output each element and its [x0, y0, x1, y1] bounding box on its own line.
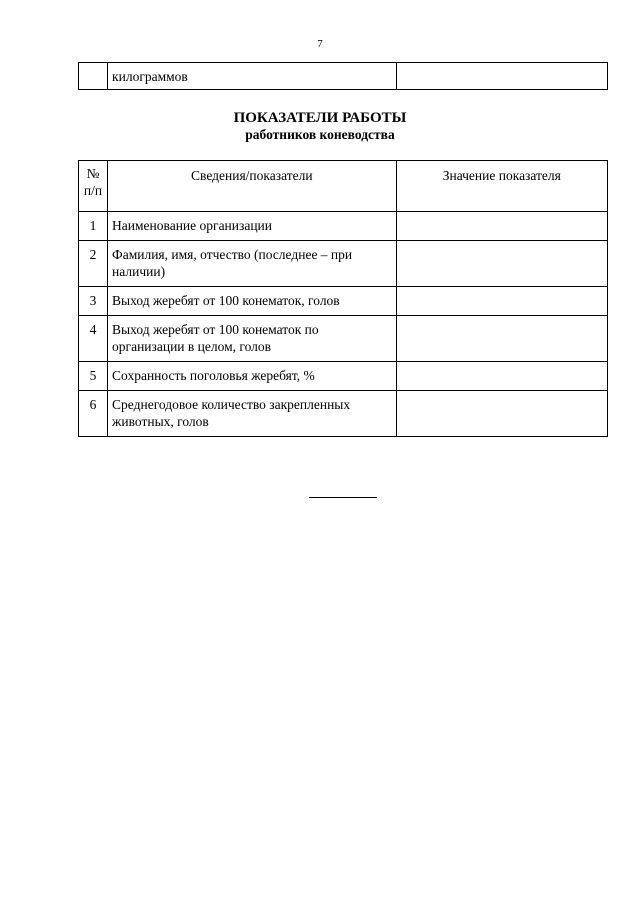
- table-row: [79, 316, 608, 362]
- header-value: Значение показателя: [396, 161, 607, 212]
- header-indicator: Сведения/показатели: [108, 161, 397, 212]
- row-indicator-cell: Фамилия, имя, отчество (последнее – при наличии): [108, 241, 397, 287]
- table-row: [79, 287, 608, 316]
- table-row: [79, 241, 608, 287]
- table-row: [79, 63, 608, 90]
- row-indicator-cell: Выход жеребят от 100 конематок по организации в целом, голов: [108, 316, 397, 362]
- row-value-cell: [396, 362, 607, 391]
- header-number-line2: п/п: [83, 183, 103, 198]
- row-value-cell: [396, 212, 607, 241]
- row-indicator-cell: Выход жеребят от 100 конематок, голов: [108, 287, 397, 316]
- title-subtitle: работников коневодства: [245, 127, 395, 142]
- indicators-table: [78, 160, 608, 437]
- row-label-cell: килограммов: [108, 63, 397, 90]
- document-title: [0, 109, 640, 143]
- continuation-table: [78, 62, 608, 90]
- row-number-cell: 1: [79, 212, 108, 241]
- row-value-cell: [396, 63, 607, 90]
- row-value-cell: [396, 316, 607, 362]
- header-number-line1: №: [86, 166, 100, 181]
- table-row: [79, 391, 608, 437]
- row-number-cell: 6: [79, 391, 108, 437]
- row-number-cell: 2: [79, 241, 108, 287]
- row-number-cell: [79, 63, 108, 90]
- title-main: ПОКАЗАТЕЛИ РАБОТЫ: [233, 110, 407, 126]
- row-number-cell: 4: [79, 316, 108, 362]
- end-divider-line: [309, 497, 377, 498]
- row-value-cell: [396, 241, 607, 287]
- table-row: [79, 362, 608, 391]
- row-value-cell: [396, 391, 607, 437]
- row-value-cell: [396, 287, 607, 316]
- table-header-row: [79, 161, 608, 212]
- row-number-cell: 5: [79, 362, 108, 391]
- row-indicator-cell: Сохранность поголовья жеребят, %: [108, 362, 397, 391]
- table-row: [79, 212, 608, 241]
- row-number-cell: 3: [79, 287, 108, 316]
- row-indicator-cell: Наименование организации: [108, 212, 397, 241]
- header-number: [79, 161, 108, 212]
- row-indicator-cell: Среднегодовое количество закрепленных животных, голов: [108, 391, 397, 437]
- page-number: 7: [317, 38, 323, 50]
